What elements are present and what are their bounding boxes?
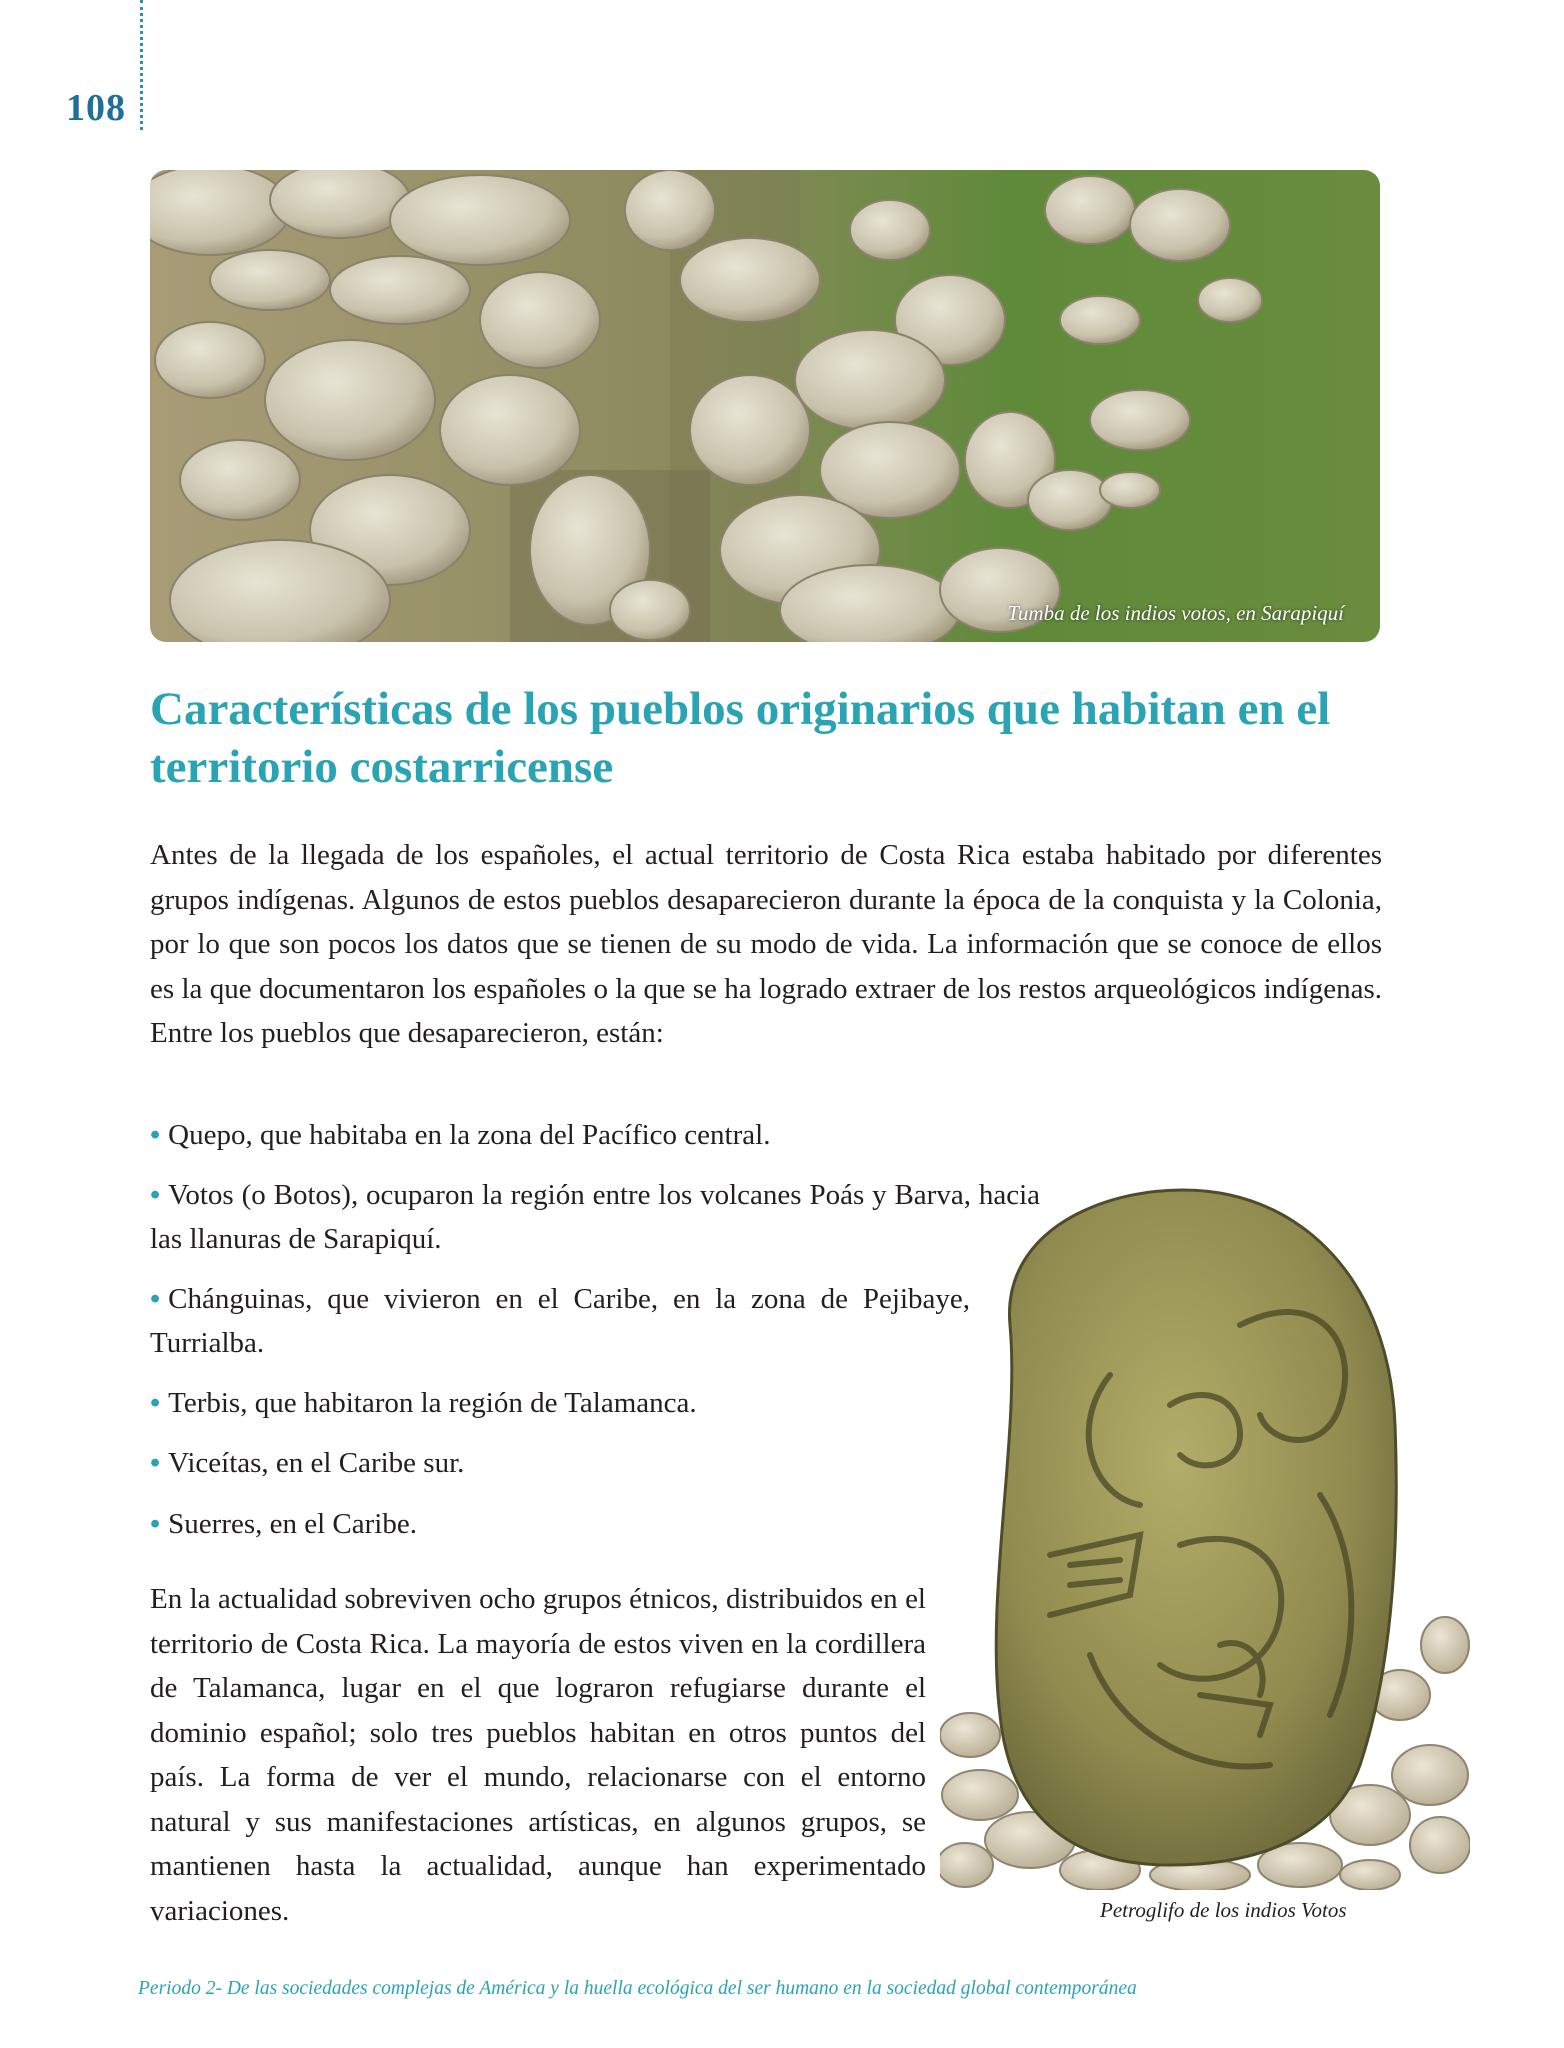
list-item-text: Suerres, en el Caribe. — [168, 1508, 417, 1540]
bullet-icon: • — [150, 1179, 161, 1211]
list-item-text: Terbis, que habitaron la región de Talamanca. — [168, 1387, 697, 1419]
list-item — [150, 1441, 950, 1485]
bullet-icon: • — [150, 1508, 161, 1540]
list-item — [150, 1113, 1110, 1157]
list-item — [150, 1277, 970, 1365]
intro-paragraph: Antes de la llegada de los españoles, el actual territorio de Costa Rica estaba habitado por diferentes grupos indígenas. Algunos de estos pueblos desaparecieron durante la época de la conquista y la Colonia, por lo que son pocos los datos que se tienen de su modo de vida. La información que se conoce de ellos es la que documentaron los españoles o la que se ha logrado extraer de los restos arqueológicos indígenas. Entre los pueblos que desaparecieron, están: — [150, 839, 1382, 1049]
bullet-icon: • — [150, 1283, 161, 1315]
bullet-icon: • — [150, 1119, 161, 1151]
list-item — [150, 1502, 950, 1546]
bullet-icon: • — [150, 1387, 161, 1419]
petroglyph-photo — [940, 1175, 1470, 1890]
page-footer: Periodo 2- De las sociedades complejas de América y la huella ecológica del ser humano en la sociedad global contemporánea — [138, 1978, 1137, 1999]
list-item-text: Quepo, que habitaba en la zona del Pacífico central. — [168, 1119, 771, 1151]
bullet-icon: • — [150, 1447, 161, 1479]
petroglyph-illustration — [940, 1175, 1470, 1890]
closing-paragraph: En la actualidad sobreviven ocho grupos étnicos, distribuidos en el territorio de Costa Rica. La mayoría de estos viven en la cordillera de Talamanca, lugar en el que lograron refugiarse durante el dominio español; solo tres pueblos habitan en otros puntos del país. La forma de ver el mundo, relacionarse con el entorno natural y sus manifestaciones artísticas, en algunos grupos, se mantienen hasta la actualidad, aunque han experimentado variaciones. — [150, 1583, 926, 1927]
list-item-text: Viceítas, en el Caribe sur. — [168, 1447, 465, 1479]
tomb-photo-illustration — [150, 170, 1380, 642]
section-title: Características de los pueblos originarios que habitan en el territorio costarricense — [150, 683, 1331, 793]
list-item — [150, 1381, 950, 1425]
petroglyph-caption: Petroglifo de los indios Votos — [1100, 1898, 1347, 1922]
list-item-text: Chánguinas, que vivieron en el Caribe, en la zona de Pejibaye, Turrialba. — [150, 1283, 970, 1359]
margin-dotted-rule — [140, 0, 143, 130]
tomb-photo-caption: Tumba de los indios votos, en Sarapiquí — [1007, 601, 1344, 625]
list-item — [150, 1173, 1040, 1261]
list-item-text: Votos (o Botos), ocuparon la región entre los volcanes Poás y Barva, hacia las llanuras de Sarapiquí. — [150, 1179, 1040, 1255]
tomb-photo — [150, 170, 1380, 642]
page-number: 108 — [66, 87, 126, 129]
